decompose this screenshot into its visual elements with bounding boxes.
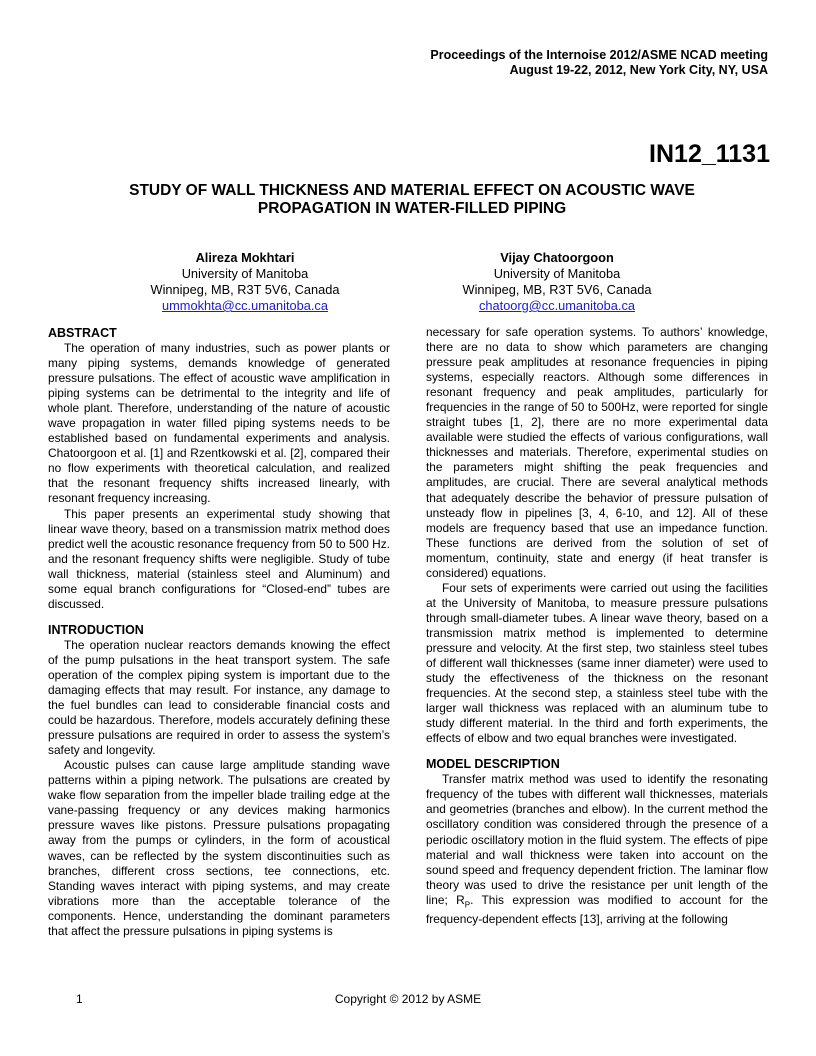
paper-id: IN12_1131	[649, 140, 770, 168]
abstract-paragraph-1: The operation of many industries, such as power plants or many piping systems, demands knowledge of generated pressure pulsations. The effect of acoustic wave amplification in piping systems can be detrimental to the integrity and life of whole plant. Therefore, understanding of the nature of acoustic wave propagation in water filled piping systems needs to be established based on fundamental experiments and analysis. Chatoorgoon et al. [1] and Rzentkowski et al. [2], compared their no flow experiments with theoretical calculation, and realized that the resonant frequency shifts increased linearly, with resonant frequency increasing.	[48, 341, 390, 506]
introduction-continued-paragraph: necessary for safe operation systems. To authors’ knowledge, there are no data to show which parameters are changing pressure peak amplitudes at resonance frequencies in piping systems, especially reactors. Although some differences in resonant frequency and peak amplitudes, particularly for frequencies in the range of 50 to 500Hz, were reported for single straight tubes [1, 2], there are no more experimental data available were studied the effects of various configurations, wall thicknesses and materials. Therefore, experimental studies on the parameters might shifting the peak frequencies and amplitudes, are crucial. There are several analytical methods that adequately describe the behavior of pressure pulsation of unsteady flow in pipelines [3, 4, 6-10, and 12]. All of these models are frequency based that use an impedance function. These functions are derived from the solution of set of momentum, continuity, state and energy (if heat transfer is considered) equations.	[426, 325, 768, 580]
page-number: 1	[76, 992, 83, 1006]
author-block-1	[115, 250, 375, 314]
abstract-paragraph-2: This paper presents an experimental study showing that linear wave theory, based on a transmission matrix method does predict well the acoustic resonance frequency from 50 to 500 Hz. and the resonant frequency shifts were negligible. Study of tube wall thickness, material (stainless steel and Aluminum) and some equal branch configurations for “Closed-end” tubes are discussed.	[48, 506, 390, 611]
left-column	[48, 325, 390, 939]
model-text-part-2: . This expression was modified to account for the frequency-dependent effects [13], arriving at the following	[426, 892, 768, 927]
right-column	[426, 325, 768, 927]
author-name: Alireza Mokhtari	[195, 250, 295, 265]
author-affiliation: University of Manitoba	[493, 266, 621, 281]
proceedings-header	[430, 48, 768, 78]
introduction-paragraph-2: Acoustic pulses can cause large amplitude standing wave patterns within a piping network. The pulsations are created by wake flow separation from the impeller blade trailing edge at the vane-passing frequency or any devices making harmonics pressure waves like pistons. Pressure pulsations propagating away from the pumps or cylinders, in the form of acoustical waves, can be reflected by the system discontinuities such as branches, different cross sections, tee connections, etc. Standing waves interact with piping systems, and may create vibrations more than the acceptable tolerance of the components. Hence, understanding the dominant parameters that affect the pressure pulsations in piping systems is	[48, 758, 390, 938]
author-block-2	[427, 250, 687, 314]
author-address: Winnipeg, MB, R3T 5V6, Canada	[150, 282, 340, 297]
model-subscript: P	[464, 900, 471, 910]
model-text-part-1: Transfer matrix method was used to identify the resonating frequency of the tubes with different wall thicknesses, materials and geometries (branches and elbow). In the current method the oscillatory condition was considered through the presence of a periodic oscillatory motion in the fluid system. The effects of pipe material and wall thickness were taken into account on the sound speed and frequency dependent friction. The laminar flow theory was used to drive the resistance per unit length of the line; R	[426, 772, 768, 907]
proceedings-line-1: Proceedings of the Internoise 2012/ASME NCAD meeting	[430, 48, 768, 62]
author-name: Vijay Chatoorgoon	[500, 250, 614, 265]
author-affiliation: University of Manitoba	[181, 266, 309, 281]
copyright-notice: Copyright © 2012 by ASME	[334, 992, 482, 1006]
introduction-paragraph-3: Four sets of experiments were carried out using the facilities at the University of Manitoba, to measure pressure pulsations through small-diameter tubes. A linear wave theory, based on a transmission matrix method is implemented to determine pressure and velocity. At the first step, two stainless steel tubes of different wall thicknesses (same inner diameter) were used to study the effectiveness of the thickness on the resonant frequencies. At the second step, a stainless steel tube with the larger wall thickness was replaced with an aluminum tube to study different material. In the third and forth experiments, the effects of elbow and two equal branches were investigated.	[426, 580, 768, 746]
model-description-paragraph	[426, 772, 768, 927]
author-address: Winnipeg, MB, R3T 5V6, Canada	[462, 282, 652, 297]
author-email-link[interactable]: chatoorg@cc.umanitoba.ca	[479, 298, 635, 313]
introduction-paragraph-1: The operation nuclear reactors demands knowing the effect of the pump pulsations in the heat transport system. The safe operation of the complex piping system is important due to the damaging effects that may result. For instance, any damage to the fuel bundles can lead to considerable financial costs and could be hazardous. Therefore, models accurately defining these pressure pulsations are required in order to assess the system’s safety and longevity.	[48, 637, 390, 758]
paper-title	[60, 182, 764, 218]
author-email-link[interactable]: ummokhta@cc.umanitoba.ca	[162, 298, 328, 313]
abstract-heading: ABSTRACT	[48, 326, 117, 340]
introduction-heading: INTRODUCTION	[48, 622, 144, 637]
proceedings-line-2: August 19-22, 2012, New York City, NY, USA	[509, 63, 768, 77]
title-line-2: PROPAGATION IN WATER-FILLED PIPING	[257, 200, 567, 217]
title-line-1: STUDY OF WALL THICKNESS AND MATERIAL EFFECT ON ACOUSTIC WAVE	[129, 182, 695, 199]
model-description-heading: MODEL DESCRIPTION	[426, 757, 560, 772]
